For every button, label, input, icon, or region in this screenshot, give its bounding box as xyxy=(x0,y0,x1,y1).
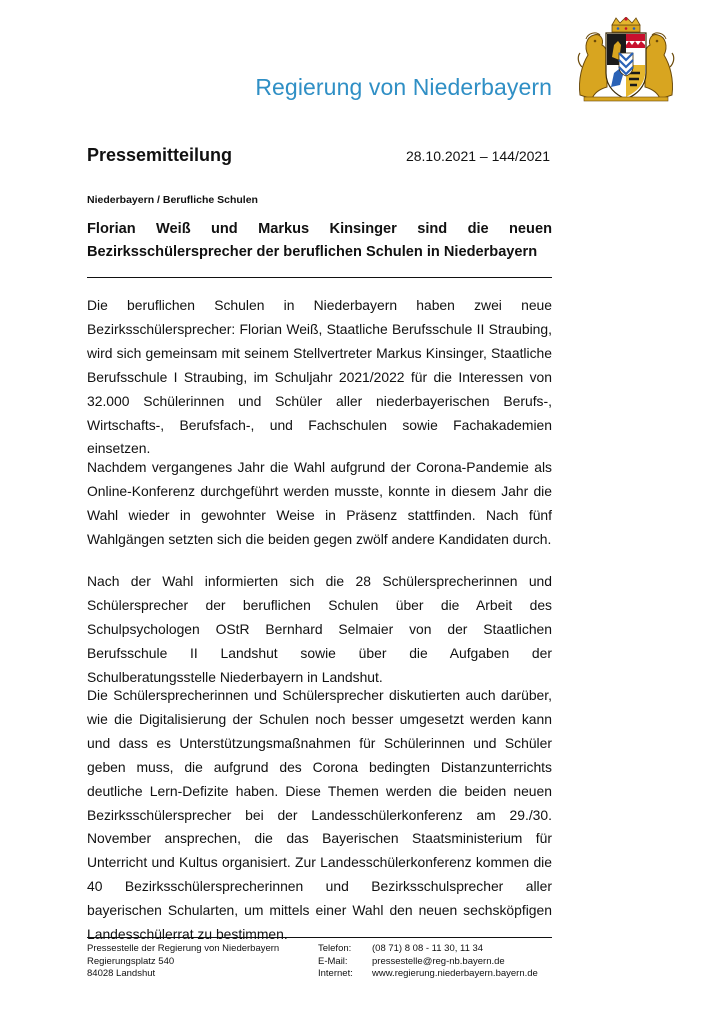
crest-crown xyxy=(612,17,640,32)
footer-email-link[interactable]: pressestelle@reg-nb.bayern.de xyxy=(372,955,505,967)
organization-name: Regierung von Niederbayern xyxy=(255,74,552,100)
footer-website-link[interactable]: www.regierung.niederbayern.bayern.de xyxy=(372,968,538,979)
footer-address xyxy=(87,943,279,981)
footer-contact-values xyxy=(372,943,538,981)
document-type: Pressemitteilung xyxy=(87,145,233,165)
footer-address-line: 84028 Landshut xyxy=(87,968,156,979)
headline-divider xyxy=(87,277,552,278)
footer-divider xyxy=(87,937,552,938)
footer-internet-label: Internet: xyxy=(318,968,353,979)
footer-contact-labels xyxy=(318,943,353,981)
footer-address-line: Regierungsplatz 540 xyxy=(87,955,175,967)
crest-right-lion xyxy=(645,33,674,99)
body-paragraph-3: Nach der Wahl informierten sich die 28 Schülersprecherinnen und Schülersprecher der beruflichen Schulen über die Arbeit des Schulpsychologen OStR Bernhard Selmaier von der Staatlichen Berufsschule II Landshut sowie über die Aufgaben der Schulberatungsstelle Niederbayern in Landshut. xyxy=(87,573,552,685)
footer-address-line: Pressestelle der Regierung von Niederbayern xyxy=(87,943,280,954)
crest-left-lion xyxy=(578,33,607,99)
headline-line-1: Florian Weiß und Markus Kinsinger sind die neuen xyxy=(87,221,552,237)
body-paragraph-4: Die Schülersprecherinnen und Schülersprecher diskutierten auch darüber, wie die Digitalisierung der Schulen noch besser umgesetzt werden kann und dass es Unterstützungsmaßnahmen für Schülerinnen und Schüler geben muss, die aufgrund des Corona bedingten Distanzunterrichts deutliche Lern-Defizite haben. Diese Themen werden die beiden neuen Bezirksschülersprecher bei der Landesschülerkonferenz am 29./30. November ansprechen, die das Bayerischen Staatsministerium für Unterricht und Kultus organisiert. Zur Landesschülerkonferenz kommen die 40 Bezirksschülersprecherinnen und Bezirksschulsprecher aller bayerischen Schularten, um mittels einer Wahl den neuen sechsköpfigen Landesschülerrat zu bestimmen. xyxy=(87,687,552,943)
category-line: Niederbayern / Berufliche Schulen xyxy=(87,194,258,206)
crest-base xyxy=(584,97,668,101)
headline-line-2: Bezirksschülersprecher der beruflichen Schulen in Niederbayern xyxy=(87,244,538,260)
body-paragraph-2: Nachdem vergangenes Jahr die Wahl aufgrund der Corona-Pandemie als Online-Konferenz durchgeführt werden musste, konnte in diesem Jahr die Wahl wieder in gewohnter Weise in Präsenz stattfinden. Nach fünf Wahlgängen setzten sich die beiden gegen zwölf andere Kandidaten durch. xyxy=(87,459,552,547)
document-date-number: 28.10.2021 – 144/2021 xyxy=(405,148,550,164)
footer-email-label: E-Mail: xyxy=(318,955,348,967)
footer-phone-label: Telefon: xyxy=(318,943,352,954)
footer-phone-value: (08 71) 8 08 - 11 30, 11 34 xyxy=(372,943,484,954)
bavarian-coat-of-arms-icon xyxy=(574,17,678,102)
crest-shield xyxy=(606,33,646,99)
body-paragraph-1: Die beruflichen Schulen in Niederbayern haben zwei neue Bezirksschülersprecher: Florian Weiß, Staatliche Berufsschule II Straubing, wird sich gemeinsam mit seinem Stellvertreter Markus Kinsinger, Staatliche Berufsschule I Straubing, im Schuljahr 2021/2022 für die Interessen von 32.000 Schülerinnen und Schüler aller niederbayerischen Berufs-, Wirtschafts-, Berufsfach-, und Fachschulen sowie Fachakademien einsetzen. xyxy=(87,297,552,457)
headline xyxy=(87,218,552,264)
